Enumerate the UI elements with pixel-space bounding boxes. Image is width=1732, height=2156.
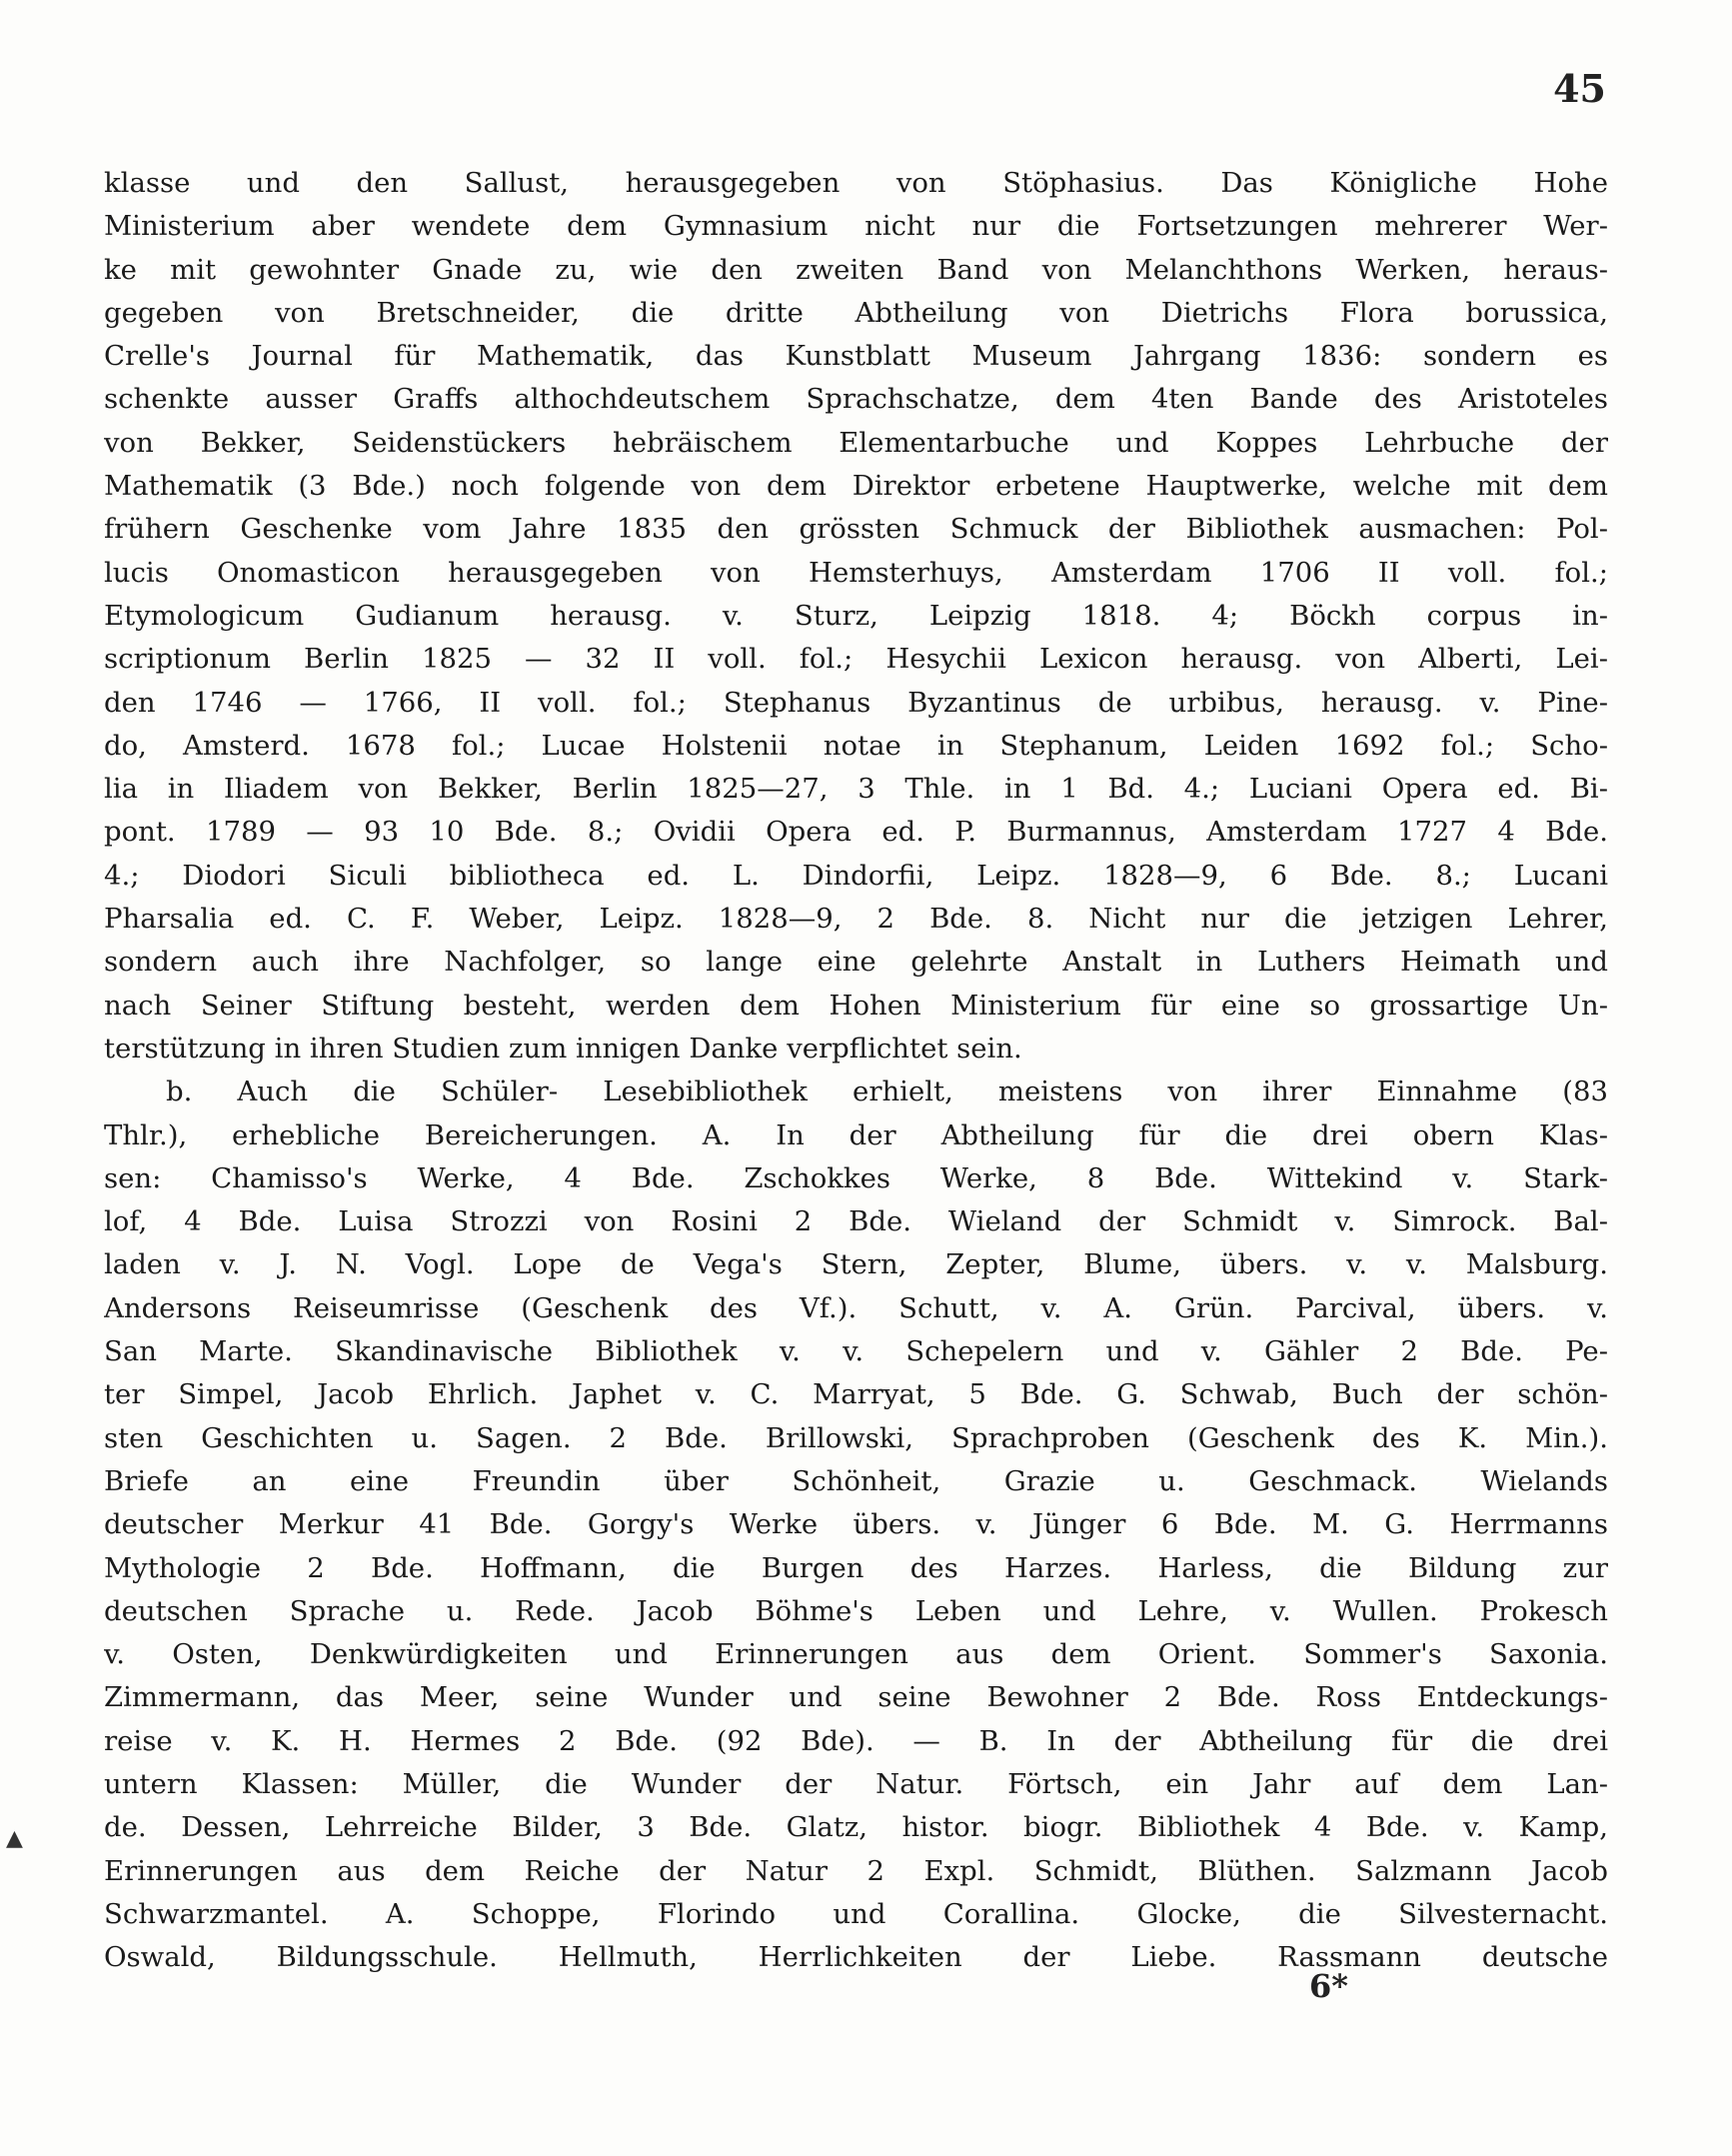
text-line: Ministerium aber wendete dem Gymnasium nicht nur die Fortsetzungen mehrerer Wer- — [104, 210, 1608, 243]
text-line: laden v. J. N. Vogl. Lope de Vega's Stern, Zepter, Blume, übers. v. v. Malsburg. — [104, 1248, 1608, 1281]
text-line: Thlr.), erhebliche Bereicherungen. A. In der Abtheilung für die drei obern Klas- — [104, 1118, 1608, 1151]
text-line: schenkte ausser Graffs althochdeutschem Sprachschatze, dem 4ten Bande des Aristoteles — [104, 383, 1608, 416]
text-line: nach Seiner Stiftung besteht, werden dem Hohen Ministerium für eine so grossartige Un- — [104, 989, 1608, 1022]
text-line: Oswald, Bildungsschule. Hellmuth, Herrlichkeiten der Liebe. Rassmann deutsche — [104, 1941, 1608, 1974]
text-line: scriptionum Berlin 1825 — 32 II voll. fol.; Hesychii Lexicon herausg. von Alberti, Lei- — [104, 643, 1608, 676]
paragraph-end-line: terstützung in ihren Studien zum innigen Danke verpflichtet sein. — [104, 1032, 1022, 1065]
text-line: lia in Iliadem von Bekker, Berlin 1825—27, 3 Thle. in 1 Bd. 4.; Luciani Opera ed. Bi- — [104, 773, 1608, 806]
text-line: den 1746 — 1766, II voll. fol.; Stephanus Byzantinus de urbibus, herausg. v. Pine- — [104, 686, 1608, 719]
text-line: de. Dessen, Lehrreiche Bilder, 3 Bde. Glatz, histor. biogr. Bibliothek 4 Bde. v. Kamp, — [104, 1811, 1608, 1844]
signature-mark: 6* — [1309, 1967, 1348, 2005]
page-number: 45 — [1553, 66, 1606, 111]
text-line: untern Klassen: Müller, die Wunder der Natur. Förtsch, ein Jahr auf dem Lan- — [104, 1767, 1608, 1800]
text-line: frühern Geschenke vom Jahre 1835 den grössten Schmuck der Bibliothek ausmachen: Pol- — [104, 513, 1608, 546]
text-line: ke mit gewohnter Gnade zu, wie den zweiten Band von Melanchthons Werken, heraus- — [104, 253, 1608, 286]
text-line: Erinnerungen aus dem Reiche der Natur 2 Expl. Schmidt, Blüthen. Salzmann Jacob — [104, 1854, 1608, 1887]
text-line: ter Simpel, Jacob Ehrlich. Japhet v. C. Marryat, 5 Bde. G. Schwab, Buch der schön- — [104, 1378, 1608, 1411]
text-line: San Marte. Skandinavische Bibliothek v. v. Schepelern und v. Gähler 2 Bde. Pe- — [104, 1335, 1608, 1368]
text-line: 4.; Diodori Siculi bibliotheca ed. L. Dindorfii, Leipz. 1828—9, 6 Bde. 8.; Lucani — [104, 859, 1608, 892]
text-line: reise v. K. H. Hermes 2 Bde. (92 Bde). — B. In der Abtheilung für die drei — [104, 1724, 1608, 1757]
text-line: Andersons Reiseumrisse (Geschenk des Vf.). Schutt, v. A. Grün. Parcival, übers. v. — [104, 1291, 1608, 1324]
margin-mark-icon: ▲ — [6, 1826, 23, 1851]
text-line: sen: Chamisso's Werke, 4 Bde. Zschokkes Werke, 8 Bde. Wittekind v. Stark- — [104, 1161, 1608, 1194]
text-line: Mythologie 2 Bde. Hoffmann, die Burgen des Harzes. Harless, die Bildung zur — [104, 1551, 1608, 1584]
text-line: lucis Onomasticon herausgegeben von Hemsterhuys, Amsterdam 1706 II voll. fol.; — [104, 556, 1608, 589]
text-line: lof, 4 Bde. Luisa Strozzi von Rosini 2 Bde. Wieland der Schmidt v. Simrock. Bal- — [104, 1205, 1608, 1238]
text-line: Mathematik (3 Bde.) noch folgende von dem Direktor erbetene Hauptwerke, welche mit dem — [104, 470, 1608, 503]
text-line: gegeben von Bretschneider, die dritte Abtheilung von Dietrichs Flora borussica, — [104, 296, 1608, 329]
text-line: sondern auch ihre Nachfolger, so lange eine gelehrte Anstalt in Luthers Heimath und — [104, 946, 1608, 979]
text-line: Crelle's Journal für Mathematik, das Kunstblatt Museum Jahrgang 1836: sondern es — [104, 340, 1608, 373]
text-line: Etymologicum Gudianum herausg. v. Sturz, Leipzig 1818. 4; Böckh corpus in- — [104, 599, 1608, 632]
text-line: Zimmermann, das Meer, seine Wunder und seine Bewohner 2 Bde. Ross Entdeckungs- — [104, 1681, 1608, 1714]
paragraph-start-line: b. Auch die Schüler- Lesebibliothek erhielt, meistens von ihrer Einnahme (83 — [166, 1076, 1608, 1108]
body-text — [104, 162, 1608, 1979]
text-line: Schwarzmantel. A. Schoppe, Florindo und Corallina. Glocke, die Silvesternacht. — [104, 1897, 1608, 1930]
text-line: deutscher Merkur 41 Bde. Gorgy's Werke übers. v. Jünger 6 Bde. M. G. Herrmanns — [104, 1508, 1608, 1541]
text-line: klasse und den Sallust, herausgegeben von Stöphasius. Das Königliche Hohe — [104, 167, 1608, 199]
text-line: do, Amsterd. 1678 fol.; Lucae Holstenii notae in Stephanum, Leiden 1692 fol.; Scho- — [104, 729, 1608, 762]
text-line: Pharsalia ed. C. F. Weber, Leipz. 1828—9, 2 Bde. 8. Nicht nur die jetzigen Lehrer, — [104, 903, 1608, 936]
text-line: sten Geschichten u. Sagen. 2 Bde. Brillowski, Sprachproben (Geschenk des K. Min.). — [104, 1421, 1608, 1454]
text-line: Briefe an eine Freundin über Schönheit, Grazie u. Geschmack. Wielands — [104, 1464, 1608, 1497]
text-line: v. Osten, Denkwürdigkeiten und Erinnerungen aus dem Orient. Sommer's Saxonia. — [104, 1638, 1608, 1671]
text-line: von Bekker, Seidenstückers hebräischem Elementarbuche und Koppes Lehrbuche der — [104, 426, 1608, 459]
text-line: pont. 1789 — 93 10 Bde. 8.; Ovidii Opera ed. P. Burmannus, Amsterdam 1727 4 Bde. — [104, 816, 1608, 849]
text-line: deutschen Sprache u. Rede. Jacob Böhme's Leben und Lehre, v. Wullen. Prokesch — [104, 1594, 1608, 1627]
